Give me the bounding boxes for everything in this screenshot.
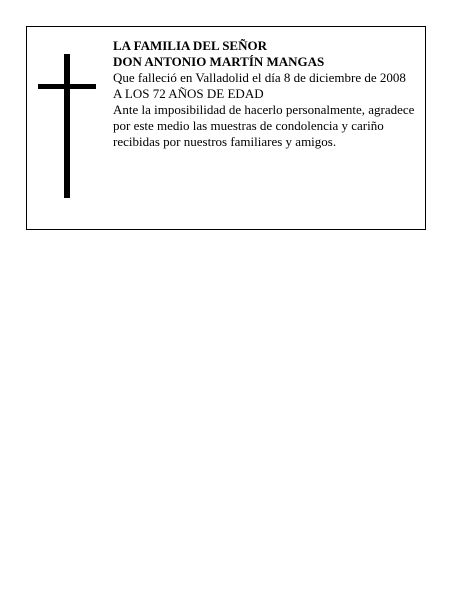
- thanks-message: Ante la imposibilidad de hacerlo personalmente, agradece por este medio las muestras de condolencia y cariño recibidas por nuestros familiares y amigos.: [113, 102, 415, 149]
- notice-text: [113, 38, 419, 150]
- cross-icon: [38, 54, 96, 198]
- heading-line-1: LA FAMILIA DEL SEÑOR: [113, 38, 267, 53]
- obituary-notice: [26, 26, 426, 230]
- death-info: Que falleció en Valladolid el día 8 de diciembre de 2008: [113, 70, 406, 85]
- heading-line-2: DON ANTONIO MARTÍN MANGAS: [113, 54, 325, 69]
- cross-vertical-bar: [64, 54, 70, 198]
- age-line: A LOS 72 AÑOS DE EDAD: [113, 86, 264, 101]
- cross-horizontal-bar: [38, 84, 96, 89]
